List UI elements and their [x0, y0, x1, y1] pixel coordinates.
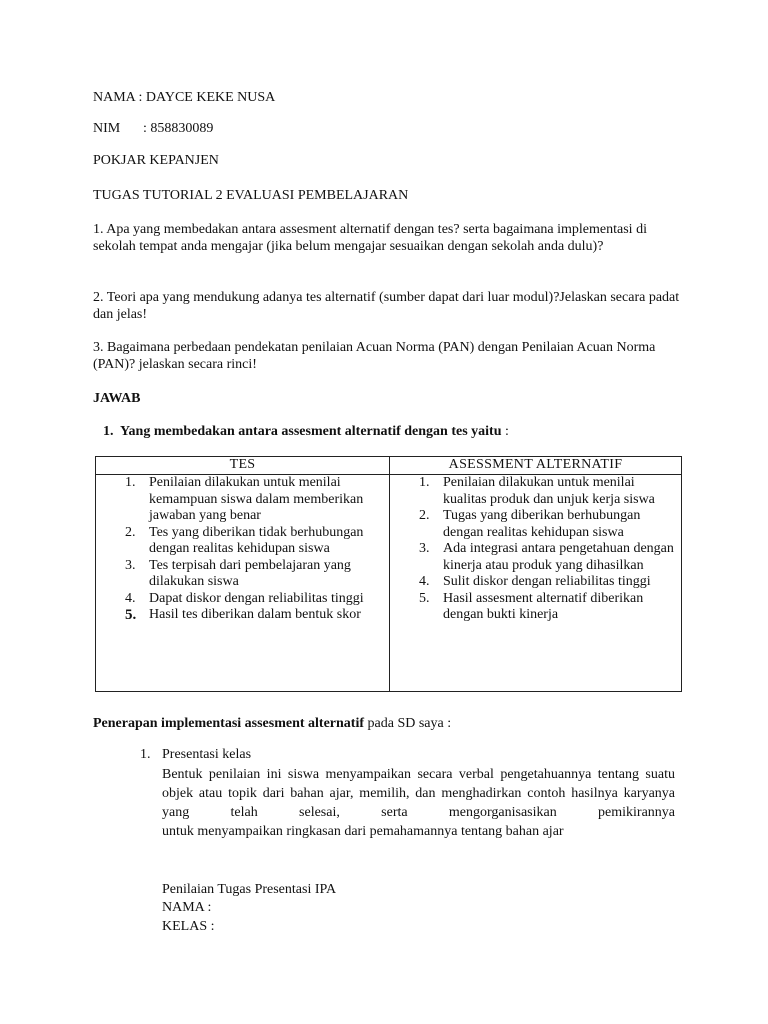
penerapan-heading: [93, 715, 451, 732]
col-header-tes: TES: [96, 457, 390, 475]
table-header-row: [96, 457, 682, 475]
question-3: [93, 340, 683, 373]
form-nama: NAMA :: [162, 900, 212, 915]
comparison-table: [95, 456, 682, 692]
nim-value: : 858830089: [143, 121, 214, 136]
form-kelas: KELAS :: [162, 919, 215, 934]
item-1-desc-main: Bentuk penilaian ini siswa menyampaikan secara verbal pengetahuannya tentang suatu objek atau topik dari bahan ajar, memilih, dan menghadirkan contoh hasilnya karyanya yang telah selesai, serta mengorganisasikan pemikirannya: [162, 767, 675, 820]
col-header-asessment: ASESSMENT ALTERNATIF: [390, 457, 682, 475]
list-item: 3. Tes terpisah dari pembelajaran yang dilakukan siswa: [125, 557, 351, 589]
penerapan-rest: pada SD saya :: [364, 716, 452, 731]
assignment-title: TUGAS TUTORIAL 2 EVALUASI PEMBELAJARAN: [93, 188, 409, 203]
question-1-text: 1. Apa yang membedakan antara assesment alternatif dengan tes? serta bagaimana implementasi di sekolah tempat anda mengajar (jika belum mengajar sesuaikan dengan sekolah anda dulu)?: [93, 222, 647, 254]
nim-label: NIM: [93, 121, 121, 136]
list-item: 3. Ada integrasi antara pengetahuan dengan kinerja atau produk yang dihasilkan: [419, 541, 674, 573]
tes-cell: [96, 475, 390, 692]
question-1: [93, 222, 683, 255]
pokjar: POKJAR KEPANJEN: [93, 153, 219, 168]
item-1-desc-last: untuk menyampaikan ringkasan dari pemahamannya tentang bahan ajar: [162, 824, 564, 839]
list-item: 4. Dapat diskor dengan reliabilitas tinggi: [125, 590, 364, 606]
question-2-text: 2. Teori apa yang mendukung adanya tes alternatif (sumber dapat dari luar modul)?Jelaskan secara padat dan jelas!: [93, 290, 680, 322]
student-nim: [93, 120, 213, 137]
list-item: 1. Penilaian dilakukan untuk menilai kualitas produk dan unjuk kerja siswa: [419, 475, 655, 507]
answer-1-heading-rest: :: [501, 424, 509, 439]
table-row: [96, 475, 682, 692]
penerapan-bold: Penerapan implementasi assesment alternatif: [93, 716, 365, 731]
list-item: 1. Penilaian dilakukan untuk menilai kemampuan siswa dalam memberikan jawaban yang benar: [125, 475, 364, 523]
list-item: 5. Hasil tes diberikan dalam bentuk skor: [125, 607, 361, 623]
asessment-cell: [390, 475, 682, 692]
question-3-text: 3. Bagaimana perbedaan pendekatan penilaian Acuan Norma (PAN) dengan Penilaian Acuan Norma (PAN)? jelaskan secara rinci!: [93, 340, 656, 372]
item-1-number: 1.: [140, 747, 151, 762]
list-item: 4. Sulit diskor dengan reliabilitas tinggi: [419, 574, 651, 589]
list-item: 2. Tugas yang diberikan berhubungan dengan realitas kehidupan siswa: [419, 508, 641, 540]
list-item: 2. Tes yang diberikan tidak berhubungan dengan realitas kehidupan siswa: [125, 524, 364, 556]
form-title: Penilaian Tugas Presentasi IPA: [162, 882, 337, 897]
answer-1-heading-bold: Yang membedakan antara assesment alternatif dengan tes yaitu: [120, 424, 502, 439]
question-2: [93, 290, 683, 323]
jawab-heading: JAWAB: [93, 391, 141, 406]
answer-1-number: 1.: [103, 424, 114, 439]
item-1-description: [162, 765, 675, 841]
answer-1-heading: [103, 423, 509, 440]
item-1-title-text: Presentasi kelas: [162, 747, 252, 762]
student-name: NAMA : DAYCE KEKE NUSA: [93, 90, 276, 105]
item-1-title: [140, 746, 251, 763]
list-item: 5. Hasil assesment alternatif diberikan dengan bukti kinerja: [419, 590, 644, 622]
